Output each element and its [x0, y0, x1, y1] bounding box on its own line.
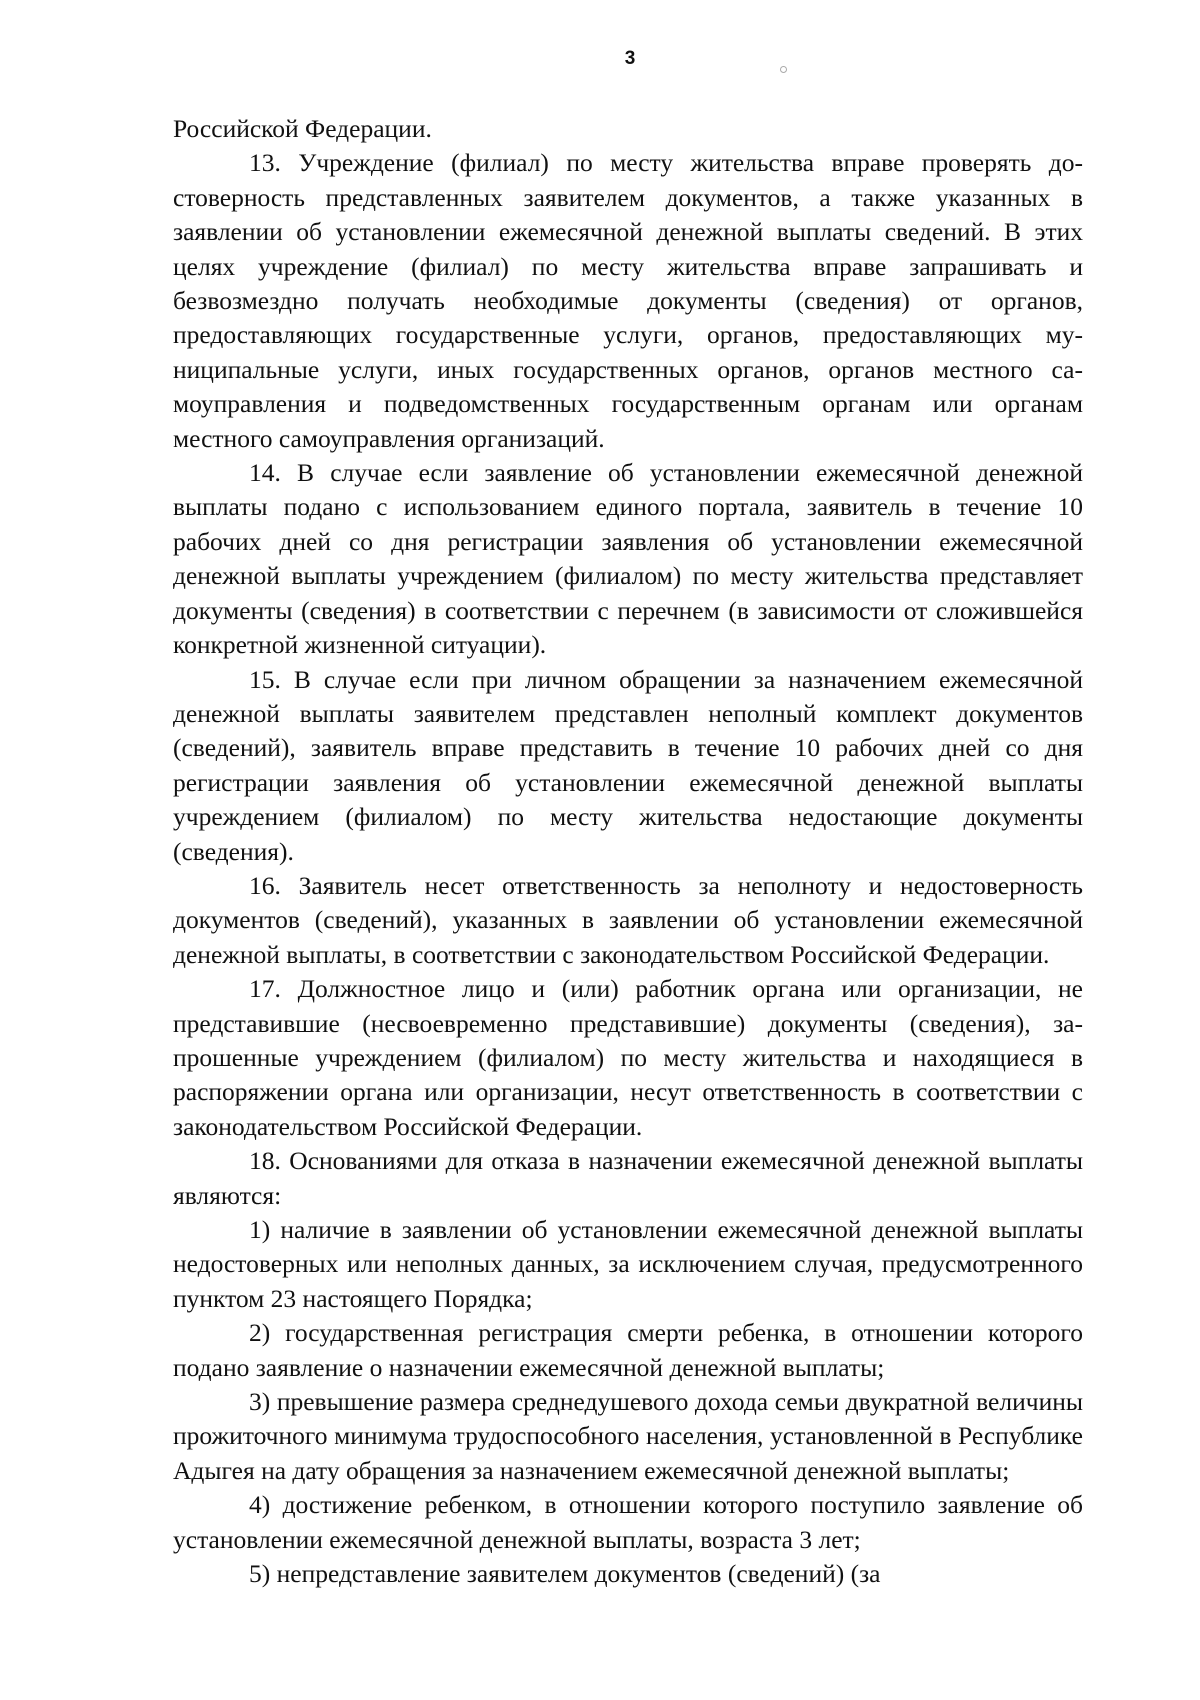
paragraph-item-16: 16. Заявитель несет ответственность за неполноту и недостоверность документов (сведений), указанных в заявлении об установлении ежемесячной денежной выплаты, в соответствии с законодательством Российской Федерации. — [173, 870, 1083, 969]
list-item-4: 4) достижение ребенком, в отношении которого поступило заявление об установлении ежемесячной денежной выплаты, возраста 3 лет; — [173, 1490, 1083, 1554]
list-item-5: 5) непредставление заявителем документов (сведений) (за — [249, 1559, 881, 1589]
paragraph-item-14: 14. В случае если заявление об установлении ежемесячной денежной выплаты подано с использованием единого портала, заявитель в течение 10 рабочих дней со дня регистрации заявления об установлении ежемесячной денежной выплаты учреждением (филиалом) по месту жительства представляет документы (сведения) в соответствии с перечнем (в зависимости от сложившейся конкретной жизненной ситуации). — [173, 458, 1083, 660]
list-item-3: 3) превышение размера среднедушевого дохода семьи двукратной величины прожиточного минимума трудоспособного населения, установленной в Республике Адыгея на дату обращения за назначением ежемесячной денежной выплаты; — [173, 1387, 1083, 1485]
page-number: 3 — [624, 48, 636, 69]
paragraph-item-17: 17. Должностное лицо и (или) работник органа или организации, не представившие (несвоевременно представившие) документы (сведения), запрошенные учреждением (филиалом) по месту жительства и находящиеся в распоряжении органа или организации, несут ответственность в соответствии с законодательством Российской Федерации. — [173, 974, 1083, 1141]
scan-artifact-dot — [780, 66, 787, 73]
paragraph-continuation: Российской Федерации. — [173, 114, 432, 143]
paragraph-item-15: 15. В случае если при личном обращении за назначением ежемесячной денежной выплаты заявителем представлен неполный комплект документов (сведений), заявитель вправе представить в течение 10 рабочих дней со дня регистрации заявления об установлении ежемесячной денежной выплаты учреждением (филиалом) по месту жительства недостающие документы (сведения). — [173, 664, 1083, 866]
paragraph-item-18: 18. Основаниями для отказа в назначении ежемесячной денежной выплаты являются: — [173, 1146, 1083, 1210]
list-item-1: 1) наличие в заявлении об установлении ежемесячной денежной выплаты недостоверных или неполных данных, за исключением случая, предусмотренного пунктом 23 настоящего Порядка; — [173, 1215, 1083, 1313]
list-item-2: 2) государственная регистрация смерти ребенка, в отношении которого подано заявление о назначении ежемесячной денежной выплаты; — [173, 1318, 1083, 1382]
paragraph-item-13: 13. Учреждение (филиал) по месту жительства вправе проверять достоверность представленных заявителем документов, а также указанных в заявлении об установлении ежемесячной денежной выплаты сведений. В этих целях учреждение (филиал) по месту жительства вправе запрашивать и безвозмездно получать необходимые документы (сведения) от органов, предоставляющих государственные услуги, органов, предоставляющих муниципальные услуги, иных государственных органов, органов местного самоуправления и подведомственных государственным органам или органам местного самоуправления организаций. — [173, 148, 1083, 453]
document-body — [173, 112, 1083, 1591]
